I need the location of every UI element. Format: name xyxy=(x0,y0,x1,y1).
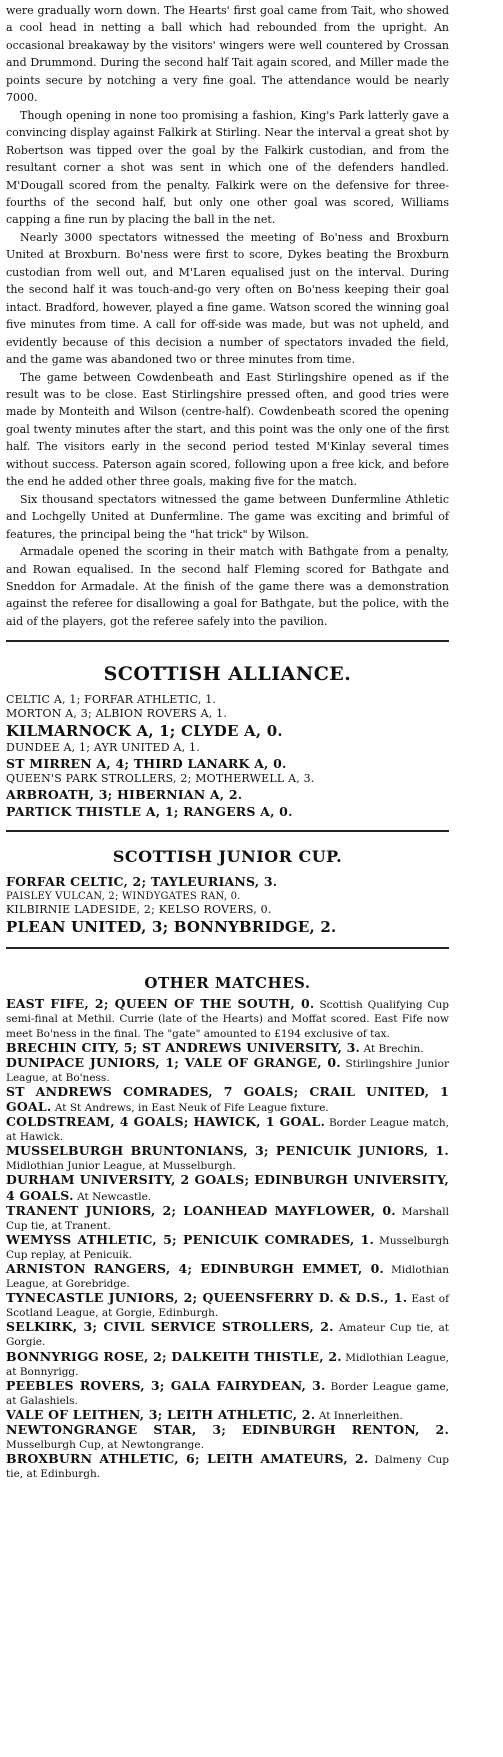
match-detail: Amateur Cup tie, at Gorgie. xyxy=(6,1322,450,1349)
match-detail: At Brechin. xyxy=(363,1042,424,1055)
match-teams: MUSSELBURGH BRUNTONIANS, 3; PENICUIK JUNIORS, 1. xyxy=(6,1143,449,1159)
match-teams: VALE OF LEITHEN, 3; LEITH ATHLETIC, 2. xyxy=(6,1406,316,1422)
match-entry xyxy=(6,1144,449,1173)
match-detail: Border League match, at Hawick. xyxy=(6,1117,450,1144)
result-line: MORTON A, 3; ALBION ROVERS A, 1. xyxy=(6,707,228,721)
result-line: FORFAR CELTIC, 2; TAYLEURIANS, 3. xyxy=(6,874,278,890)
match-detail: Midlothian League, at Bonnyrigg. xyxy=(6,1351,449,1378)
result-line: PARTICK THISTLE A, 1; RANGERS A, 0. xyxy=(6,804,293,820)
match-teams: TYNECASTLE JUNIORS, 2; QUEENSFERRY D. & D.S., 1. xyxy=(6,1290,408,1306)
match-teams: BROXBURN ATHLETIC, 6; LEITH AMATEURS, 2. xyxy=(6,1451,369,1467)
match-entry xyxy=(6,1350,449,1379)
match-entry xyxy=(6,1041,449,1056)
result-line: ST MIRREN A, 4; THIRD LANARK A, 0. xyxy=(6,756,287,772)
match-entry xyxy=(6,1320,449,1349)
result-line: QUEEN'S PARK STROLLERS, 2; MOTHERWELL A, 3. xyxy=(6,772,315,786)
report-paragraph: Armadale opened the scoring in their match with Bathgate from a penalty, and Rowan equalised. In the second half Fleming scored for Bathgate and Sneddon for Armadale. At the finish of the game there was a demonstration against the referee for disallowing a goal for Bathgate, but the police, with the aid of the players, got the referee safely into the pavilion. xyxy=(6,545,449,628)
match-detail: Stirlingshire Junior League, at Bo'ness. xyxy=(6,1057,450,1084)
match-detail: At Newcastle. xyxy=(77,1190,152,1203)
section-heading: OTHER MATCHES. xyxy=(144,974,311,993)
match-detail: Scottish Qualifying Cup semi-final at Methil. Currie (late of the Hearts) and Moffat scored. East Fife now meet Bo'ness in the final. The "gate" amounted to £194 exclusive of tax. xyxy=(6,999,449,1040)
match-entry xyxy=(6,1452,449,1481)
section-divider xyxy=(6,830,449,832)
match-teams: DURHAM UNIVERSITY, 2 GOALS; EDINBURGH UNIVERSITY, 4 GOALS. xyxy=(6,1172,449,1203)
report-paragraph: The game between Cowdenbeath and East Stirlingshire opened as if the result was to be close. East Stirlingshire pressed often, and good tries were made by Monteith and Wilson (centre-half). Cowdenbeath scored the opening goal twenty minutes after the start, and this point was the only one of the first half. The visitors early in the second period tested M'Kinlay several times without success. Paterson again scored, following upon a free kick, and before the end he added other three goals, making five for the match. xyxy=(6,370,449,489)
match-detail: Musselburgh Cup, at Newtongrange. xyxy=(6,1439,204,1452)
match-entry xyxy=(6,1291,449,1320)
result-line: DUNDEE A, 1; AYR UNITED A, 1. xyxy=(6,741,200,755)
other-matches-section xyxy=(6,973,449,1481)
result-line: PLEAN UNITED, 3; BONNYBRIDGE, 2. xyxy=(6,918,337,937)
match-teams: ST ANDREWS COMRADES, 7 GOALS; CRAIL UNITED, 1 GOAL. xyxy=(6,1083,449,1114)
match-teams: COLDSTREAM, 4 GOALS; HAWICK, 1 GOAL. xyxy=(6,1114,326,1130)
match-entry xyxy=(6,1115,449,1144)
result-line: KILMARNOCK A, 1; CLYDE A, 0. xyxy=(6,722,283,741)
match-detail: East of Scotland League, at Gorgie, Edinburgh. xyxy=(6,1293,450,1320)
match-detail: At Innerleithen. xyxy=(318,1409,403,1422)
match-entry xyxy=(6,1379,449,1408)
alliance-section xyxy=(6,662,449,820)
match-teams: NEWTONGRANGE STAR, 3; EDINBURGH RENTON, 2. xyxy=(6,1422,449,1438)
match-report xyxy=(6,2,449,630)
match-entry xyxy=(6,1173,449,1203)
match-detail: Musselburgh Cup replay, at Penicuik. xyxy=(6,1234,450,1261)
junior-cup-section xyxy=(6,846,449,937)
section-heading: SCOTTISH JUNIOR CUP. xyxy=(112,847,343,867)
match-teams: EAST FIFE, 2; QUEEN OF THE SOUTH, 0. xyxy=(6,996,315,1012)
report-paragraph: Nearly 3000 spectators witnessed the meeting of Bo'ness and Broxburn United at Broxburn. Bo'ness were first to score, Dykes beating the Broxburn custodian from well out, and M'Laren equalised just on the interval. During the second half it was touch-and-go very often on Bo'ness keeping their goal intact. Bradford, however, played a fine game. Watson scored the winning goal five minutes from time. A call for off-side was made, but was not upheld, and evidently because of this decision a number of spectators invaded the field, and the game was abandoned two or three minutes from time. xyxy=(6,230,449,367)
match-entry xyxy=(6,1262,449,1291)
match-teams: PEEBLES ROVERS, 3; GALA FAIRYDEAN, 3. xyxy=(6,1377,326,1393)
match-detail: Dalmeny Cup tie, at Edinburgh. xyxy=(6,1454,449,1481)
match-teams: SELKIRK, 3; CIVIL SERVICE STROLLERS, 2. xyxy=(6,1319,334,1335)
result-line: ARBROATH, 3; HIBERNIAN A, 2. xyxy=(6,787,243,803)
result-line: KILBIRNIE LADESIDE, 2; KELSO ROVERS, 0. xyxy=(6,903,272,917)
match-entry xyxy=(6,997,449,1040)
match-entry xyxy=(6,1408,449,1423)
match-teams: ARNISTON RANGERS, 4; EDINBURGH EMMET, 0. xyxy=(6,1261,385,1276)
match-detail: Midlothian League, at Gorebridge. xyxy=(6,1264,449,1291)
match-entry xyxy=(6,1423,449,1452)
match-entry xyxy=(6,1056,449,1085)
match-teams: BRECHIN CITY, 5; ST ANDREWS UNIVERSITY, 3. xyxy=(6,1039,361,1055)
report-paragraph: were gradually worn down. The Hearts' first goal came from Tait, who showed a cool head in netting a ball which had rebounded from the upright. An occasional breakaway by the visitors' wingers were well countered by Crossan and Drummond. During the second half Tait again scored, and Miller made the points secure by notching a very fine goal. The attendance would be nearly 7000. xyxy=(6,4,449,105)
match-teams: TRANENT JUNIORS, 2; LOANHEAD MAYFLOWER, 0. xyxy=(6,1202,396,1218)
match-entry xyxy=(6,1204,449,1233)
match-detail: Border League game, at Galashiels. xyxy=(6,1380,450,1407)
section-divider xyxy=(6,947,449,949)
match-teams: DUNIPACE JUNIORS, 1; VALE OF GRANGE, 0. xyxy=(6,1054,341,1070)
match-detail: At St Andrews, in East Neuk of Fife League fixture. xyxy=(54,1101,329,1114)
match-detail: Midlothian Junior League, at Musselburgh. xyxy=(6,1160,236,1173)
section-divider xyxy=(6,640,449,642)
match-teams: WEMYSS ATHLETIC, 5; PENICUIK COMRADES, 1. xyxy=(6,1231,375,1247)
report-paragraph: Though opening in none too promising a fashion, King's Park latterly gave a convincing display against Falkirk at Stirling. Near the interval a great shot by Robertson was tipped over the goal by the Falkirk custodian, and from the resultant corner a shot was sent in which one of the defenders handled. M'Dougall scored from the penalty. Falkirk were on the defensive for three-fourths of the second half, but only one other goal was scored, Williams capping a fine run by placing the ball in the net. xyxy=(6,108,449,227)
match-entry xyxy=(6,1233,449,1262)
match-teams: BONNYRIGG ROSE, 2; DALKEITH THISTLE, 2. xyxy=(6,1348,342,1364)
report-paragraph: Six thousand spectators witnessed the game between Dunfermline Athletic and Lochgelly United at Dunfermline. The game was exciting and brimful of features, the principal being the "hat trick" by Wilson. xyxy=(6,492,449,541)
match-entry xyxy=(6,1085,449,1115)
result-line: PAISLEY VULCAN, 2; WINDYGATES RAN, 0. xyxy=(6,891,241,903)
section-heading: SCOTTISH ALLIANCE. xyxy=(103,663,352,686)
result-line: CELTIC A, 1; FORFAR ATHLETIC, 1. xyxy=(6,693,217,707)
match-detail: Marshall Cup tie, at Tranent. xyxy=(6,1205,449,1232)
